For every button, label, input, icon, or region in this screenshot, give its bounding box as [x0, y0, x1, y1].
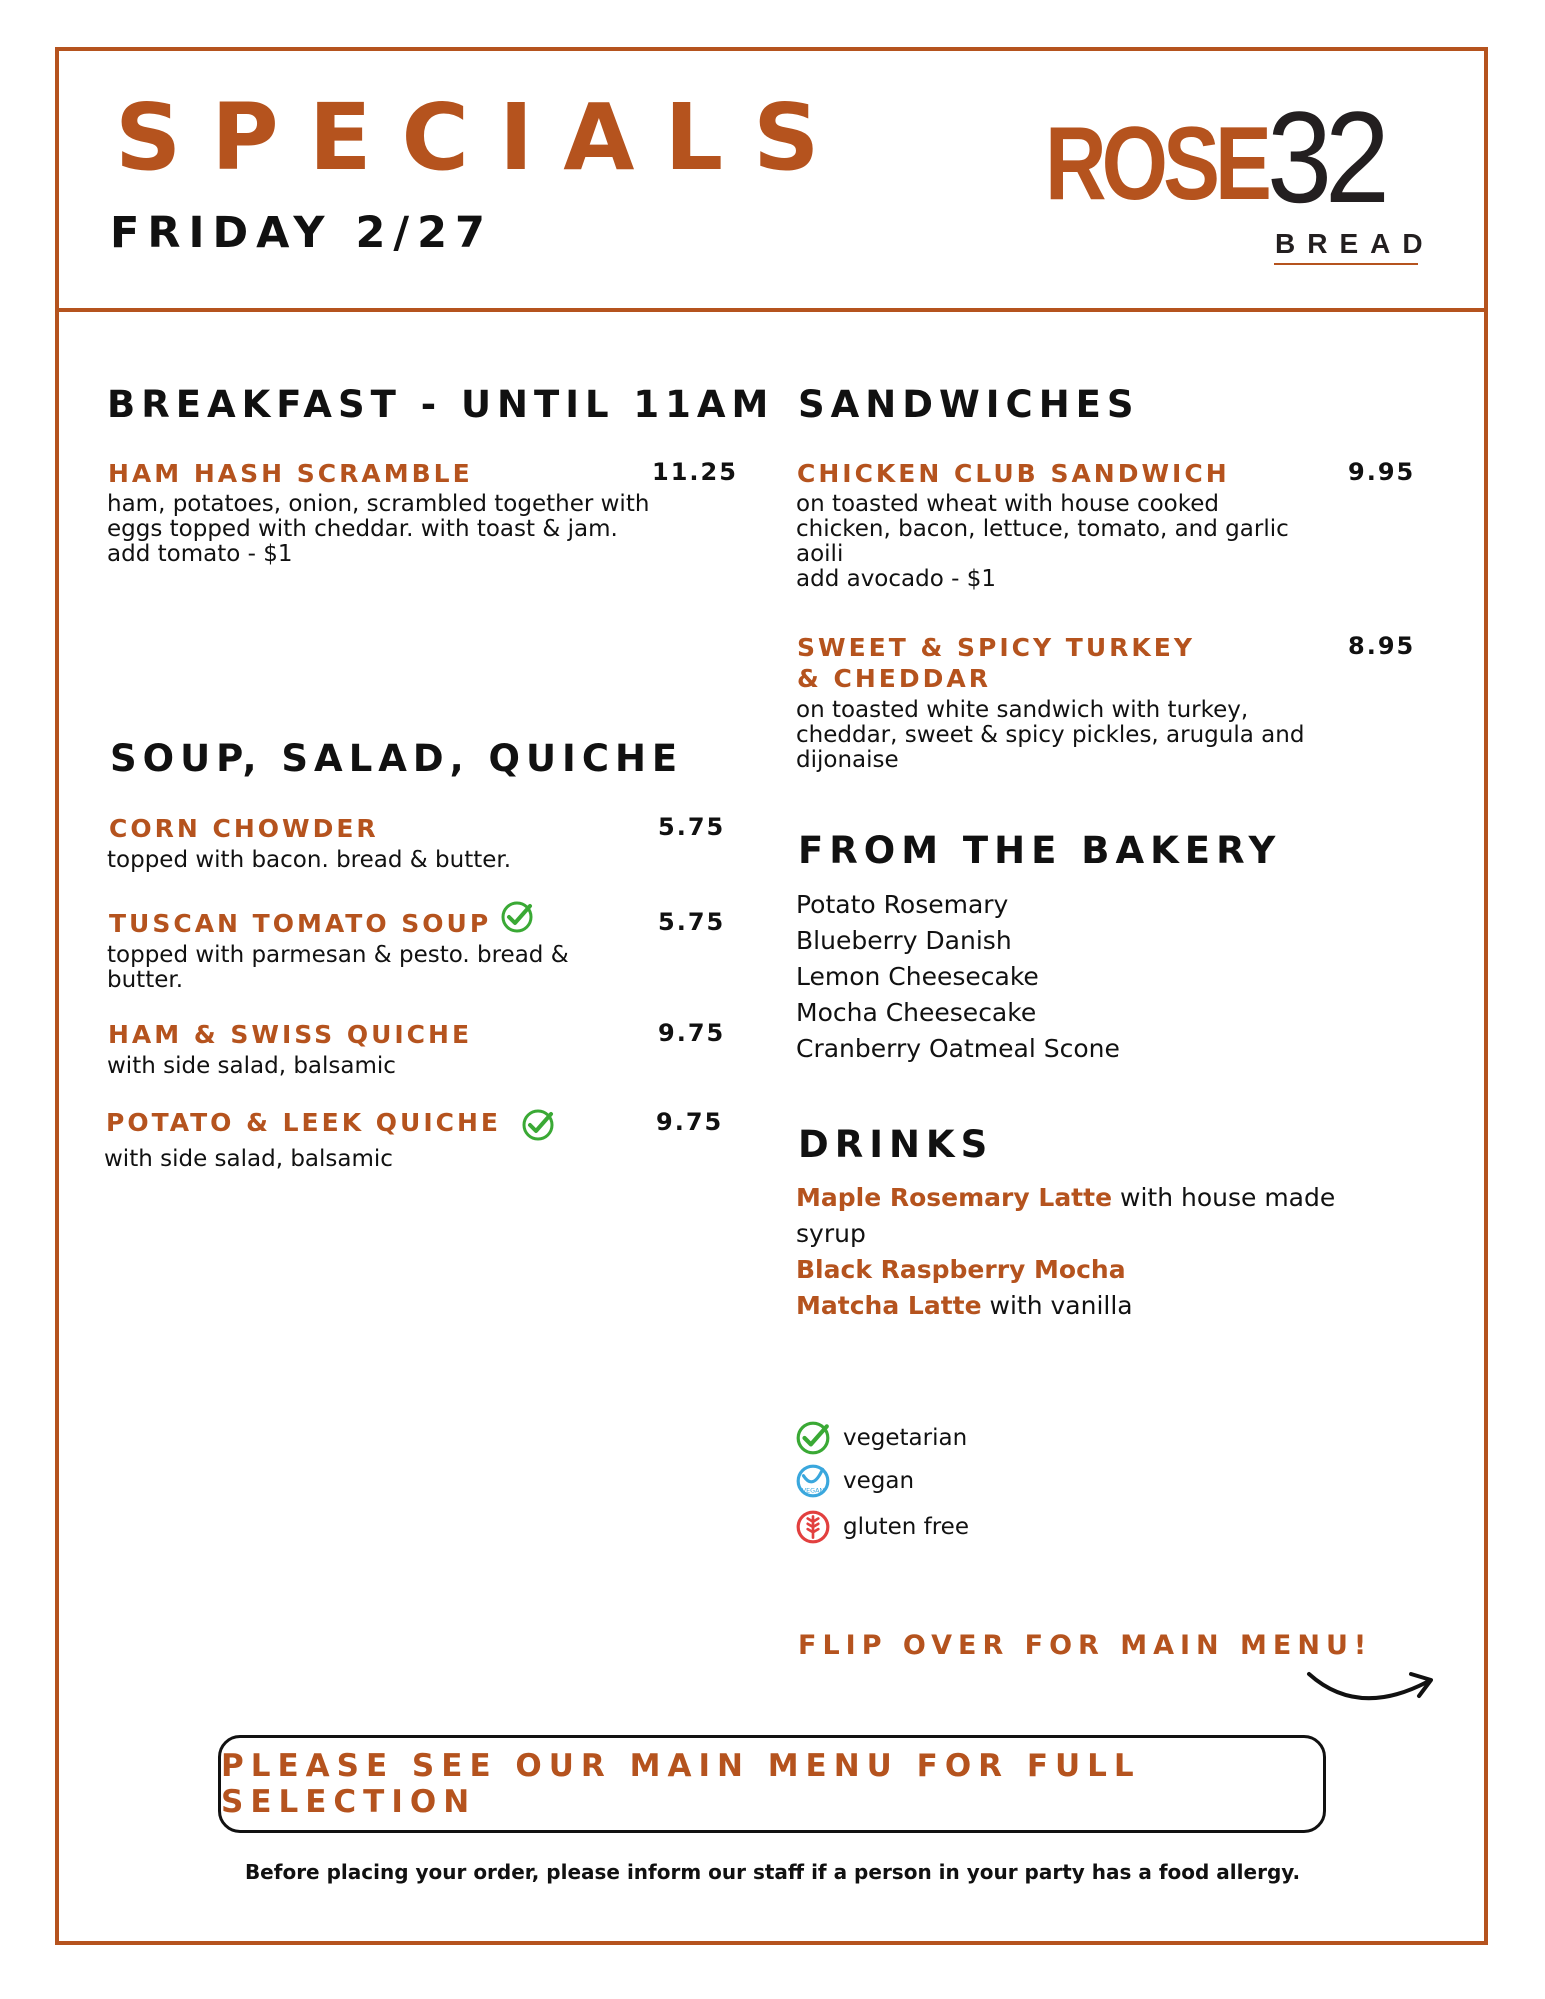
- menu-item-description: with side salad, balsamic: [107, 1053, 396, 1079]
- list-item: Maple Rosemary Latte with house made syrup: [796, 1183, 1336, 1248]
- menu-item-name: TUSCAN TOMATO SOUP: [109, 909, 492, 938]
- menu-item-name: POTATO & LEEK QUICHE: [106, 1108, 501, 1137]
- allergy-notice: Before placing your order, please inform our staff if a person in your party has a food allergy.: [244, 1860, 1301, 1884]
- list-item: Potato Rosemary: [796, 890, 1009, 919]
- logo-number-text: 32: [1267, 84, 1383, 230]
- rose32-logo: [1045, 84, 1435, 275]
- menu-item-description: ham, potatoes, onion, scrambled together with eggs topped with cheddar. with toast & jam. add tomato - $1: [107, 491, 650, 567]
- drinks-list: [796, 1180, 1356, 1324]
- gluten-free-icon: [795, 1509, 831, 1545]
- menu-item-price: 5.75: [658, 813, 726, 841]
- bakery-heading: FROM THE BAKERY: [798, 829, 1282, 872]
- menu-item-description: topped with bacon. bread & butter.: [107, 847, 512, 873]
- menu-item-description: on toasted white sandwich with turkey, cheddar, sweet & spicy pickles, arugula and dijonaise: [796, 697, 1305, 773]
- dietary-legend: [795, 1418, 969, 1550]
- curved-arrow-icon: [1303, 1660, 1443, 1710]
- list-item: Cranberry Oatmeal Scone: [796, 1034, 1120, 1063]
- legend-gluten-free: gluten free: [795, 1504, 969, 1550]
- vegetarian-icon: [500, 900, 534, 934]
- breakfast-heading: BREAKFAST - UNTIL 11AM: [107, 383, 775, 426]
- menu-item-price: 8.95: [1348, 632, 1416, 660]
- svg-text:VEGAN: VEGAN: [801, 1487, 825, 1495]
- vegetarian-icon: [521, 1108, 555, 1142]
- drinks-heading: DRINKS: [798, 1123, 994, 1166]
- menu-item-name: CHICKEN CLUB SANDWICH: [797, 459, 1230, 488]
- menu-item-description: topped with parmesan & pesto. bread & butter.: [107, 942, 569, 993]
- vegetarian-icon: [795, 1420, 831, 1456]
- main-menu-banner: PLEASE SEE OUR MAIN MENU FOR FULL SELECTION: [218, 1735, 1326, 1833]
- list-item: Matcha Latte with vanilla: [796, 1291, 1133, 1320]
- legend-vegan: VEGAN vegan: [795, 1458, 969, 1504]
- menu-item-description: with side salad, balsamic: [104, 1146, 393, 1172]
- legend-vegetarian: vegetarian: [795, 1418, 969, 1458]
- menu-item-price: 5.75: [658, 908, 726, 936]
- menu-item-name: CORN CHOWDER: [109, 814, 379, 843]
- logo-bread-text: BREAD: [1275, 228, 1435, 259]
- menu-item-name: HAM HASH SCRAMBLE: [108, 459, 473, 488]
- menu-item-price: 11.25: [652, 458, 738, 486]
- menu-item-description: on toasted wheat with house cooked chicken, bacon, lettuce, tomato, and garlic aoili add avocado - $1: [796, 491, 1289, 592]
- sandwiches-heading: SANDWICHES: [798, 383, 1140, 426]
- header-divider: [55, 308, 1488, 312]
- menu-item-price: 9.75: [656, 1108, 724, 1136]
- page-title: SPECIALS: [115, 84, 850, 191]
- bakery-list: [796, 887, 1120, 1067]
- menu-item-price: 9.75: [658, 1019, 726, 1047]
- list-item: Black Raspberry Mocha: [796, 1255, 1126, 1284]
- page-date: FRIDAY 2/27: [110, 208, 493, 258]
- list-item: Lemon Cheesecake: [796, 962, 1039, 991]
- soup-salad-heading: SOUP, SALAD, QUICHE: [110, 737, 684, 780]
- list-item: Mocha Cheesecake: [796, 998, 1037, 1027]
- menu-item-name: HAM & SWISS QUICHE: [108, 1020, 473, 1049]
- list-item: Blueberry Danish: [796, 926, 1012, 955]
- logo-rose-text: ROSE: [1045, 106, 1268, 222]
- vegan-icon: [795, 1463, 831, 1499]
- menu-item-name: SWEET & SPICY TURKEY & CHEDDAR: [797, 633, 1195, 694]
- logo-underline: [1274, 263, 1418, 265]
- flip-over-note: FLIP OVER FOR MAIN MENU!: [798, 1630, 1373, 1661]
- menu-item-price: 9.95: [1348, 458, 1416, 486]
